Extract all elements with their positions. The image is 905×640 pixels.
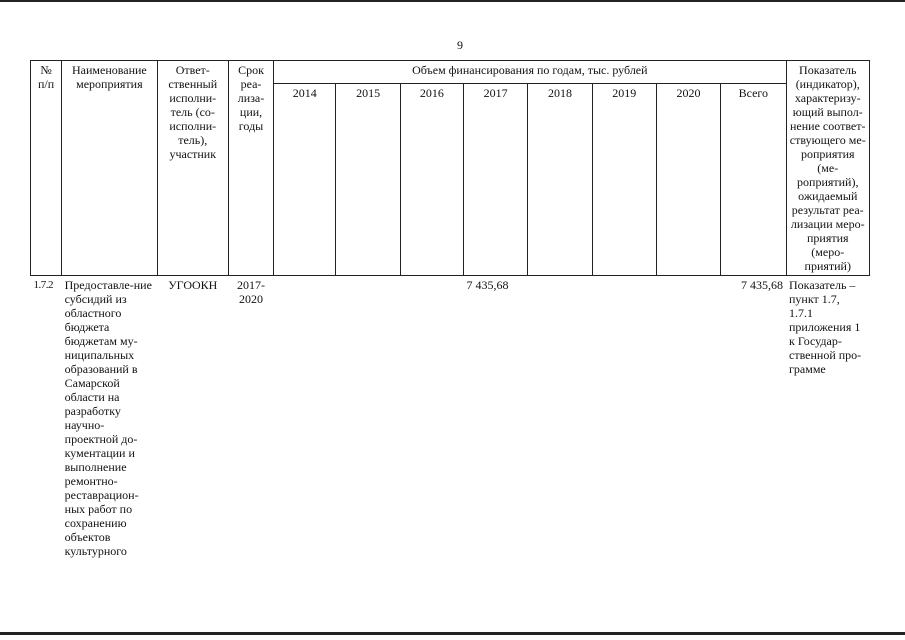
header-indicator: Показатель (индикатор), характеризу-ющий выпол-нение соответ-ствующего ме-роприятия (ме-роприятий), ожидаемый результат реа-лизации меро-приятия (меро-приятий) xyxy=(786,61,870,276)
header-year-2014: 2014 xyxy=(274,84,336,276)
header-funding: Объем финансирования по годам, тыс. рублей xyxy=(274,61,786,84)
row-term: 2017-2020 xyxy=(237,278,266,306)
bottom-page-border xyxy=(0,632,905,635)
header-total: Всего xyxy=(721,84,786,276)
header-year-2018: 2018 xyxy=(528,84,592,276)
table-row xyxy=(31,276,870,561)
header-term: Срок реа-лиза-ции, годы xyxy=(228,61,273,276)
row-value-2017: 7 435,68 xyxy=(466,278,509,292)
row-value-2019 xyxy=(592,276,656,561)
row-value-2014 xyxy=(274,276,336,561)
row-value-2018 xyxy=(528,276,592,561)
row-value-2015 xyxy=(336,276,400,561)
row-total: 7 435,68 xyxy=(741,278,783,292)
row-measure-name: Предоставле-ние субсидий из областного бюджета бюджетам му-ниципальных образований в Самарской области на разработку научно-проектной до-кументации и выполнение ремонтно-реставрацион-ных работ по сохранению объектов культурного xyxy=(64,278,152,558)
top-page-border xyxy=(0,0,905,2)
row-number: 1.7.2 xyxy=(33,279,53,291)
header-number: № п/п xyxy=(31,61,62,276)
header-executor: Ответ-ственный исполни-тель (со-исполни-тель), участник xyxy=(157,61,228,276)
row-value-2020 xyxy=(656,276,720,561)
header-year-2016: 2016 xyxy=(400,84,463,276)
header-year-2017: 2017 xyxy=(464,84,528,276)
header-measure-name: Наименование мероприятия xyxy=(62,61,157,276)
header-year-2015: 2015 xyxy=(336,84,400,276)
header-year-2019: 2019 xyxy=(592,84,656,276)
row-executor: УГООКН xyxy=(168,278,218,292)
header-year-2020: 2020 xyxy=(656,84,720,276)
row-indicator: Показатель – пункт 1.7, 1.7.1 приложения 1 к Государ-ственной про-грамме xyxy=(789,278,862,376)
page-number: 9 xyxy=(457,38,463,52)
row-value-2016 xyxy=(400,276,463,561)
program-measures-table xyxy=(30,60,870,560)
